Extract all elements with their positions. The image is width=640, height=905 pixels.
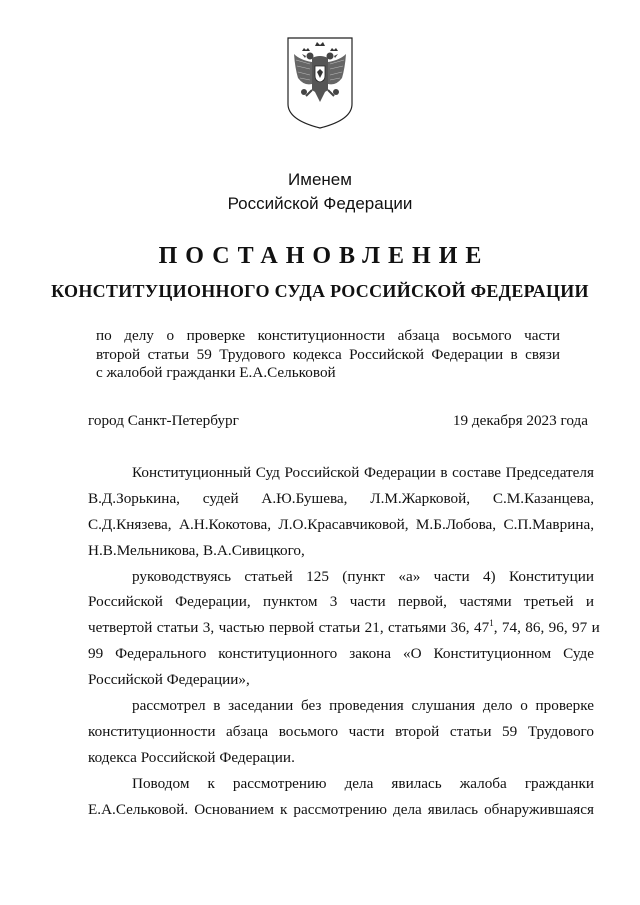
document-body	[88, 460, 600, 822]
body-line: 99 Федерального конституционного закона «О Конституционном Суде	[88, 645, 594, 663]
body-line: Российской Федерации, пунктом 3 части первой, частями третьей и	[88, 593, 594, 611]
body-line: руководствуясь статьей 125 (пункт «а» части 4) Конституции	[132, 567, 594, 585]
in-the-name-line2: Российской Федерации	[227, 194, 413, 213]
issuer-subtitle: КОНСТИТУЦИОННОГО СУДА РОССИЙСКОЙ ФЕДЕРАЦИИ	[51, 281, 589, 301]
body-line: Российской Федерации»,	[88, 671, 250, 689]
body-line: рассмотрел в заседании без проведения слушания дело о проверке	[132, 697, 594, 715]
body-line-with-superscript	[88, 615, 600, 641]
document-type-title: ПОСТАНОВЛЕНИЕ	[158, 243, 490, 269]
body-text: , 74, 86, 96, 97 и	[493, 619, 600, 637]
body-line: конституционности абзаца восьмого части второй статьи 59 Трудового	[88, 722, 594, 740]
body-line: В.Д.Зорькина, судей А.Ю.Бушева, Л.М.Жарковой, С.М.Казанцева,	[88, 489, 594, 507]
body-line: Е.А.Сельковой. Основанием к рассмотрению дела явилась обнаружившаяся	[88, 800, 594, 818]
body-line: Н.В.Мельникова, В.А.Сивицкого,	[88, 541, 305, 559]
place-of-issue: город Санкт-Петербург	[88, 412, 239, 429]
body-line: Поводом к рассмотрению дела явилась жалоба гражданки	[132, 774, 594, 792]
date-of-issue: 19 декабря 2023 года	[452, 412, 588, 429]
body-line: С.Д.Князева, А.Н.Кокотова, Л.О.Красавчиковой, М.Б.Лобова, С.П.Маврина,	[88, 515, 594, 533]
double-headed-eagle-icon	[282, 34, 358, 130]
superscript: 1	[489, 618, 494, 629]
subject-line: второй статьи 59 Трудового кодекса Российской Федерации в связи	[96, 345, 560, 363]
subject-line: с жалобой гражданки Е.А.Сельковой	[96, 364, 336, 381]
coat-of-arms-emblem	[282, 34, 358, 130]
body-line: Конституционный Суд Российской Федерации в составе Председателя	[132, 464, 594, 481]
subject-line: по делу о проверке конституционности абзаца восьмого части	[96, 327, 560, 344]
body-text: четвертой статьи 3, частью первой статьи 21, статьями 36, 47	[88, 619, 490, 637]
case-subject	[96, 327, 560, 383]
in-the-name-line1: Именем	[288, 170, 352, 189]
body-line: кодекса Российской Федерации.	[88, 748, 295, 766]
